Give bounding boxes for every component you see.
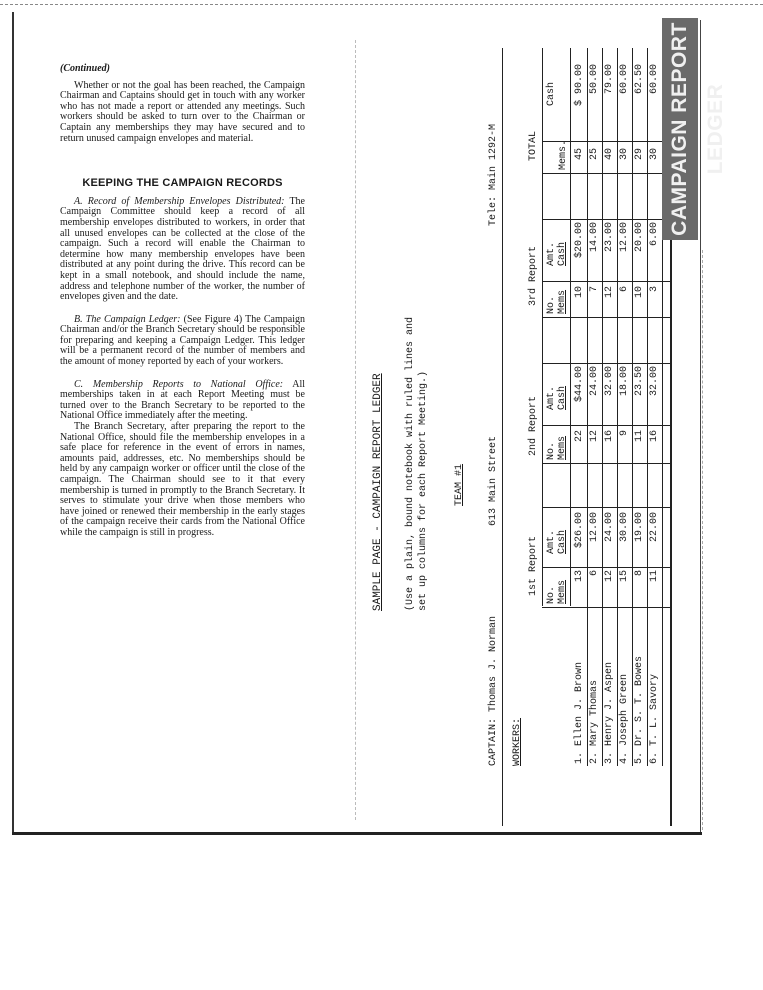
rule-groups <box>542 48 543 606</box>
paragraph-b <box>60 315 305 368</box>
team-label: TEAM #1 <box>454 463 465 506</box>
sub-no-1-b: Mems <box>557 579 568 604</box>
ledger-note <box>404 317 430 611</box>
sub-amt-1 <box>546 530 568 554</box>
total-mems: 30 <box>619 148 630 161</box>
report1-cash: 24.00 <box>604 512 615 543</box>
report3-cash: 6.00 <box>649 222 660 247</box>
report1-mems: 13 <box>574 570 585 583</box>
report3-mems: 7 <box>589 286 600 293</box>
total-cash: 79.00 <box>604 64 615 95</box>
text-column <box>60 64 305 539</box>
sub-no-2-a: No. <box>546 441 557 460</box>
report2-mems: 9 <box>619 430 630 437</box>
report1-mems: 15 <box>619 570 630 583</box>
group-1st-report: 1st Report <box>528 535 539 596</box>
worker-name: 3. Henry J. Aspen <box>604 661 615 764</box>
continued-label: (Continued) <box>60 63 111 74</box>
ledger-note-line-2: set up columns for each Report Meeting.) <box>418 370 429 611</box>
column-divider <box>542 141 670 142</box>
report2-mems: 12 <box>589 430 600 443</box>
bottom-border <box>12 832 702 835</box>
sub-no-1-a: No. <box>546 585 557 604</box>
left-border <box>12 12 14 834</box>
rule-subheaders <box>570 48 571 606</box>
total-mems: 40 <box>604 148 615 161</box>
report3-mems: 10 <box>574 286 585 299</box>
worker-name: 1. Ellen J. Brown <box>574 661 585 764</box>
row-rule <box>587 48 588 766</box>
total-cash: 50.00 <box>589 64 600 95</box>
report3-cash: 12.00 <box>619 222 630 253</box>
sub-amt-1-a: Amt. <box>546 529 557 554</box>
ledger-body <box>372 48 692 826</box>
column-divider <box>542 363 670 364</box>
row-rule <box>617 48 618 766</box>
paragraph-c <box>60 380 305 422</box>
paragraph-d: The Branch Secretary, after preparing the report to the National Office, should file the membership envelopes in a safe place for reference in the event of errors in names, amounts paid, addresses, etc. No memberships should be held by any campaign worker or officer until the close of the campaign. The Chairman should see to it that every membership is turned in promptly to the Branch Secretary. It serves to stimulate your drive when those members who have joined or renewed their membership in the early stages of the campaign receive their cards from the National Office while the campaign is still in progress. <box>60 421 305 538</box>
paragraph-c-label: C. Membership Reports to National Office: <box>74 378 284 390</box>
report2-cash: 23.50 <box>634 366 645 397</box>
section-heading: KEEPING THE CAMPAIGN RECORDS <box>82 177 283 190</box>
report2-cash: 18.00 <box>619 366 630 397</box>
report3-cash: 20.00 <box>634 222 645 253</box>
paragraph-a <box>60 197 305 303</box>
row-rule <box>647 48 648 766</box>
sub-no-1 <box>546 580 568 604</box>
total-mems: 25 <box>589 148 600 161</box>
sub-amt-3-a: Amt. <box>546 241 557 266</box>
column-divider <box>542 607 670 608</box>
column-divider <box>542 567 670 568</box>
ledger-note-line-1: (Use a plain, bound notebook with ruled lines and <box>405 316 416 611</box>
group-total: TOTAL <box>528 130 539 161</box>
sub-amt-2 <box>546 386 568 410</box>
sub-no-3-b: Mems <box>557 289 568 314</box>
report3-cash: 23.00 <box>604 222 615 253</box>
total-mems: 45 <box>574 148 585 161</box>
column-divider <box>542 425 670 426</box>
ledger-title: SAMPLE PAGE - CAMPAIGN REPORT LEDGER <box>372 373 384 611</box>
column-divider <box>542 317 670 318</box>
paragraph-a-label: A. Record of Membership Envelopes Distributed: <box>74 195 285 207</box>
sub-amt-2-b: Cash <box>557 385 568 410</box>
report2-cash: 32.00 <box>604 366 615 397</box>
report1-mems: 11 <box>649 570 660 583</box>
report3-mems: 10 <box>634 286 645 299</box>
sub-amt-3-b: Cash <box>557 241 568 266</box>
report2-cash: 32.00 <box>649 366 660 397</box>
sub-no-2-b: Mems <box>557 435 568 460</box>
group-2nd-report: 2nd Report <box>528 395 539 456</box>
total-mems: 29 <box>634 148 645 161</box>
total-cash: $ 90.00 <box>574 64 585 107</box>
paragraph-b-label: B. The Campaign Ledger: <box>74 313 181 325</box>
group-3rd-report: 3rd Report <box>528 245 539 306</box>
report2-mems: 16 <box>649 430 660 443</box>
sub-amt-1-b: Cash <box>557 529 568 554</box>
column-divider <box>542 173 670 174</box>
page-fold-line <box>355 40 356 820</box>
total-cash: 62.50 <box>634 64 645 95</box>
captain-phone: Tele: Main 1292-M <box>488 123 499 226</box>
row-rule <box>632 48 633 766</box>
paragraph-c-text: All memberships taken in at each Report Meeting must be turned over to the Branch Secretary to be reported to the National Office immediately after the meeting. <box>60 378 305 422</box>
sub-amt-3 <box>546 242 568 266</box>
report1-cash: 30.00 <box>619 512 630 543</box>
sub-no-3-a: No. <box>546 295 557 314</box>
captain-label: CAPTAIN: Thomas J. Norman <box>488 615 499 766</box>
report2-mems: 22 <box>574 430 585 443</box>
paragraph-a-text: The Campaign Committee should keep a record of all membership envelopes distributed to workers, in order that all unused envelopes can be collected at the close of the campaign. Such a record will enable the Chairman to determine how many membership envelopes have been distributed at any point during the drive. This record can be kept in a small notebook, and should include the name, address and telephone number of the worker, the number of envelopes given and the date. <box>60 195 305 303</box>
report1-cash: 22.00 <box>649 512 660 543</box>
report2-cash: $44.00 <box>574 366 585 403</box>
report1-mems: 6 <box>589 570 600 577</box>
total-mems: 30 <box>649 148 660 161</box>
report2-mems: 16 <box>604 430 615 443</box>
sub-total-mems: Mems. <box>558 139 569 170</box>
section-banner-text: CAMPAIGN REPORT LEDGER <box>668 22 727 236</box>
total-cash: 60.00 <box>649 64 660 95</box>
report2-mems: 11 <box>634 430 645 443</box>
column-divider <box>542 219 670 220</box>
worker-name: 6. T. L. Savory <box>649 673 660 764</box>
report3-cash: 14.00 <box>589 222 600 253</box>
report1-mems: 8 <box>634 570 645 577</box>
report1-cash: 19.00 <box>634 512 645 543</box>
worker-name: 4. Joseph Green <box>619 673 630 764</box>
sub-total-cash: Cash <box>546 81 557 106</box>
report1-cash: $26.00 <box>574 512 585 549</box>
report1-cash: 12.00 <box>589 512 600 543</box>
intro-paragraph: Whether or not the goal has been reached, the Campaign Chairman and Captains should get in touch with any worker who has not made a report or attended any meetings. Such workers should be asked to turn over to the Chairman or Captain any memberships they may have secured and to return unused campaign envelopes and material. <box>60 79 305 144</box>
worker-name: 5. Dr. S. T. Bowes <box>634 655 645 764</box>
column-divider <box>542 281 670 282</box>
sub-amt-2-a: Amt. <box>546 385 557 410</box>
report3-cash: $20.00 <box>574 222 585 259</box>
total-cash: 60.00 <box>619 64 630 95</box>
column-divider <box>542 507 670 508</box>
captain-address: 613 Main Street <box>488 435 499 526</box>
report3-mems: 12 <box>604 286 615 299</box>
sub-no-3 <box>546 290 568 314</box>
rule-top <box>502 48 503 826</box>
report3-mems: 3 <box>649 286 660 293</box>
column-divider <box>542 463 670 464</box>
row-rule <box>602 48 603 766</box>
report3-mems: 6 <box>619 286 630 293</box>
right-margin-line <box>702 250 703 830</box>
sub-no-2 <box>546 436 568 460</box>
report1-mems: 12 <box>604 570 615 583</box>
report2-cash: 24.00 <box>589 366 600 397</box>
top-border <box>0 4 763 5</box>
workers-label: WORKERS: <box>512 717 523 766</box>
campaign-ledger <box>372 48 692 826</box>
worker-name: 2. Mary Thomas <box>589 679 600 764</box>
paragraph-b-text: (See Figure 4) The Campaign Chairman and/or the Branch Secretary should be responsible for preparing and keeping a Campaign Ledger. This ledger will be a permanent record of the number of members and the amount of money reported by each of your workers. <box>60 313 305 368</box>
